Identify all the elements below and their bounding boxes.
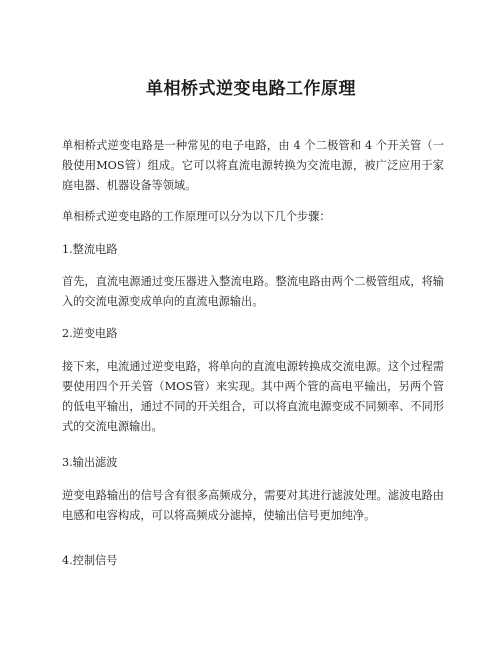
section-body-rectifier: 首先，直流电源通过变压器进入整流电路。整流电路由两个二极管组成，将输入的交流电源变成单向的直流电源输出。: [62, 275, 444, 308]
intro-paragraph: 单相桥式逆变电路是一种常见的电子电路，由 4 个二极管和 4 个开关管（一般使用MOS管）组成。它可以将直流电源转换为交流电源，被广泛应用于家庭电器、机器设备等领域。: [62, 139, 444, 192]
section-body-output-filter: 逆变电路输出的信号含有很多高频成分，需要对其进行滤波处理。滤波电路由电感和电容构成，可以将高频成分滤掉，使输出信号更加纯净。: [62, 489, 444, 522]
section-heading-control-signal: 4.控制信号: [62, 554, 118, 567]
section-heading-output-filter: 3.输出滤波: [62, 456, 118, 469]
section-body-inverter: 接下来，电流通过逆变电路，将单向的直流电源转换成交流电源。这个过程需要使用四个开关管（MOS管）来实现。其中两个管的高电平输出，另两个管的低电平输出，通过不同的开关组合，可以将直流电源变成不同频率、不同形式的交流电源输出。: [62, 360, 444, 433]
steps-intro-paragraph: 单相桥式逆变电路的工作原理可以分为以下几个步骤：: [62, 210, 331, 223]
section-heading-inverter: 2.逆变电路: [62, 327, 118, 340]
document-title: 单相桥式逆变电路工作原理: [146, 79, 356, 99]
section-heading-rectifier: 1.整流电路: [62, 243, 118, 256]
